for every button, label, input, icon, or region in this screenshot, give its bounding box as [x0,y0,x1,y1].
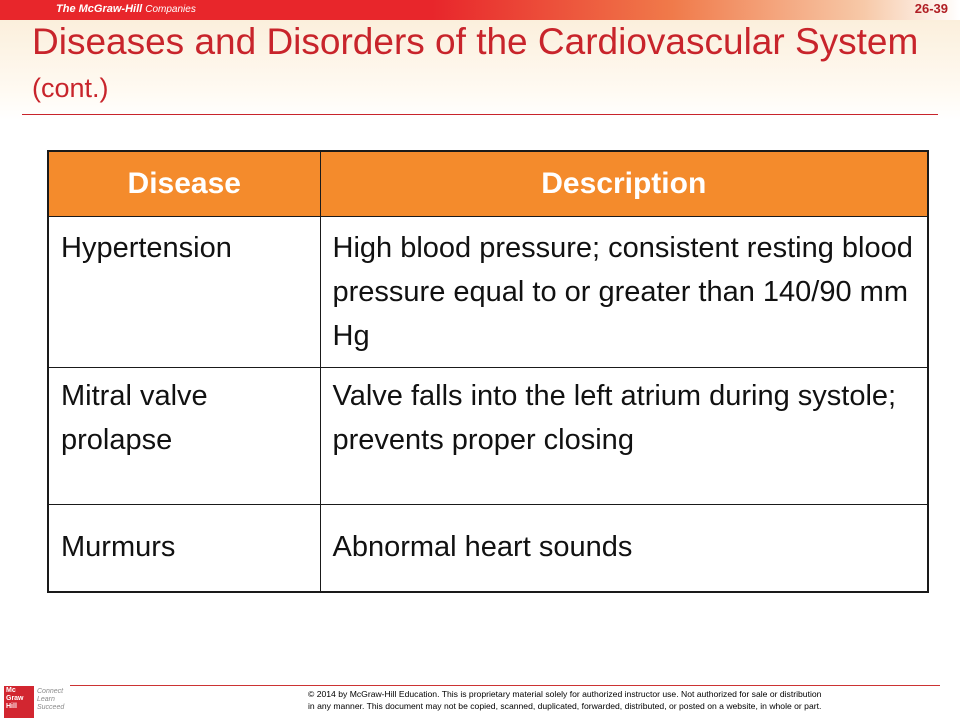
slide-title [32,20,932,110]
description-cell: Valve falls into the left atrium during systole; prevents proper closing [320,368,928,505]
table-row [48,505,928,593]
slide-number: 26-39 [914,1,948,16]
disease-cell: Hypertension [48,217,320,368]
logo-line: Mc [6,687,16,694]
tagline-line: Succeed [37,704,65,711]
table-header-row [48,151,928,217]
footer-divider [70,685,940,686]
disease-table [47,150,929,593]
column-header-disease: Disease [48,151,320,217]
mcgraw-hill-logo [4,686,34,718]
description-cell: Abnormal heart sounds [320,505,928,593]
description-cell: High blood pressure; consistent resting blood pressure equal to or greater than 140/90 mm Hg [320,217,928,368]
table-row [48,217,928,368]
table-row [48,368,928,505]
title-divider [22,114,938,115]
tagline-line: Connect [37,688,64,695]
tagline-line: Learn [37,696,55,703]
brand-name: The McGraw-Hill [56,3,143,15]
logo-line: Graw [6,695,24,702]
copyright-notice [308,688,948,712]
disease-cell: Murmurs [48,505,320,593]
title-suffix: (cont.) [32,73,109,103]
column-header-description: Description [320,151,928,217]
brand-suffix: Companies [145,4,196,15]
footer-tagline [37,688,64,712]
logo-line: Hill [6,703,17,710]
publisher-brand [56,3,196,15]
copyright-line: © 2014 by McGraw-Hill Education. This is proprietary material solely for authorized instructor use. Not authorized for sale or distribution [308,689,822,699]
title-main: Diseases and Disorders of the Cardiovascular System [32,21,919,62]
disease-cell: Mitral valve prolapse [48,368,320,505]
copyright-line: in any manner. This document may not be copied, scanned, duplicated, forwarded, distributed, or posted on a website, in whole or part. [308,701,822,711]
